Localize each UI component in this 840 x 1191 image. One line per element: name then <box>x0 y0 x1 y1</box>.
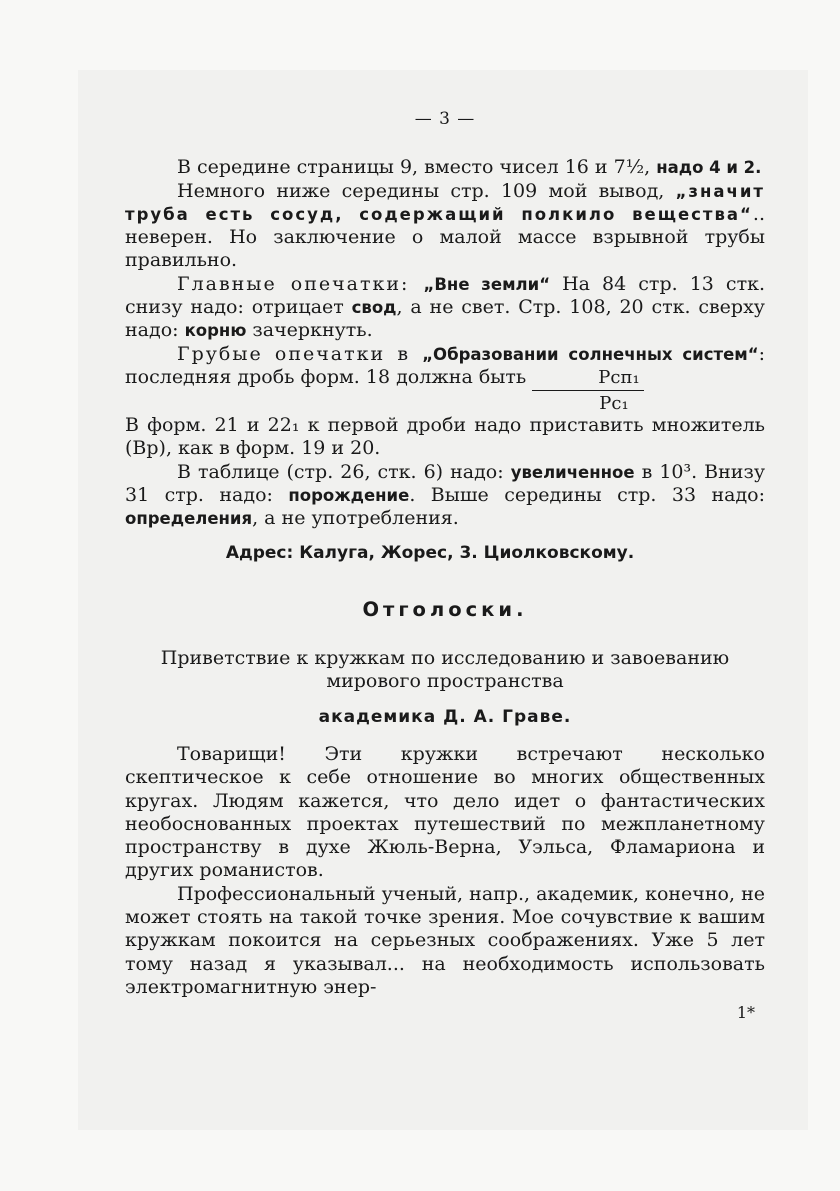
erratum-6-text-a: В таблице (стр. 26, стк. 6) надо: <box>177 460 511 483</box>
erratum-3-title: „Вне земли“ <box>423 274 551 294</box>
erratum-6-word-3: определения <box>125 509 253 529</box>
erratum-paragraph-5: В форм. 21 и 22₁ к первой дроби надо приставить множитель (Вр), как в форм. 19 и 20. <box>125 413 765 460</box>
erratum-3-text-a: На 84 стр. 13 стк. снизу надо: отрицает <box>125 272 765 319</box>
erratum-1-text: В середине страницы 9, вместо чисел 16 и 7½, <box>177 156 651 179</box>
erratum-4-intro: Грубые опечатки в <box>177 342 423 365</box>
erratum-1-correction: надо 4 и 2. <box>656 158 762 178</box>
erratum-paragraph-6 <box>125 461 765 531</box>
body-paragraph-2: Профессиональный ученый, напр., академик, конечно, не может стоять на такой точке зрения. Мое сочувствие к вашим кружкам покоится на серьезных соображениях. Уже 5 лет тому назад я указывал... на необходимость использовать электромагнитную энер- <box>125 882 765 998</box>
erratum-6-text-d: , а не употребления. <box>252 507 459 530</box>
erratum-3-word-2: корню <box>184 321 247 341</box>
erratum-paragraph-3 <box>125 273 765 343</box>
erratum-3-text-b: , а не свет. Стр. 108, 20 стк. сверху надо: <box>125 296 765 342</box>
erratum-4-title: „Образовании солнечных систем“ <box>422 344 759 364</box>
erratum-6-text-c: . Выше середины стр. 33 надо: <box>409 483 765 506</box>
formula-fraction <box>532 367 643 414</box>
erratum-2-intro: Немного ниже середины стр. 109 мой вывод, <box>177 179 665 202</box>
signature-mark: 1* <box>736 1003 755 1023</box>
address-line: Адрес: Калуга, Жорес, 3. Циолковскому. <box>225 543 635 564</box>
section-heading: Отголоски. <box>362 597 528 621</box>
erratum-4-text: : последняя дробь форм. 18 должна быть <box>125 342 765 388</box>
erratum-paragraph-2 <box>125 180 765 273</box>
fraction-denominator: Рс₁ <box>599 392 629 414</box>
article-author: академика Д. А. Граве. <box>318 706 572 727</box>
erratum-3-intro: Главные опечатки: <box>177 272 424 295</box>
erratum-3-word-1: свод <box>351 298 397 318</box>
body-paragraph-1: Товарищи! Эти кружки встречают несколько скептическое к себе отношение во многих общественных кругах. Людям кажется, что дело идет о фантастических необоснованных проектах путешествий по межпланетному пространству в духе Жюль-Верна, Уэльса, Фламариона и других романистов. <box>125 742 765 882</box>
erratum-3-text-c: зачеркнуть. <box>246 319 373 342</box>
erratum-6-word-1: увеличенное <box>510 462 635 482</box>
erratum-6-text-b: в 10³. Внизу 31 стр. надо: <box>125 460 766 506</box>
fraction-numerator: Рсп₁ <box>532 367 643 391</box>
page-number: — 3 — <box>414 109 476 129</box>
erratum-paragraph-4 <box>125 343 765 414</box>
erratum-6-word-2: порождение <box>288 485 410 505</box>
article-subtitle: Приветствие к кружкам по исследованию и завоеванию мирового пространства <box>160 647 730 693</box>
erratum-2-rest: .. неверен. Но заключение о малой массе взрывной трубы правильно. <box>125 202 765 272</box>
erratum-paragraph-1 <box>125 156 765 179</box>
erratum-2-quote: „значит труба есть сосуд, содержащий полкило вещества“ <box>125 181 765 224</box>
page-content <box>125 108 765 1025</box>
